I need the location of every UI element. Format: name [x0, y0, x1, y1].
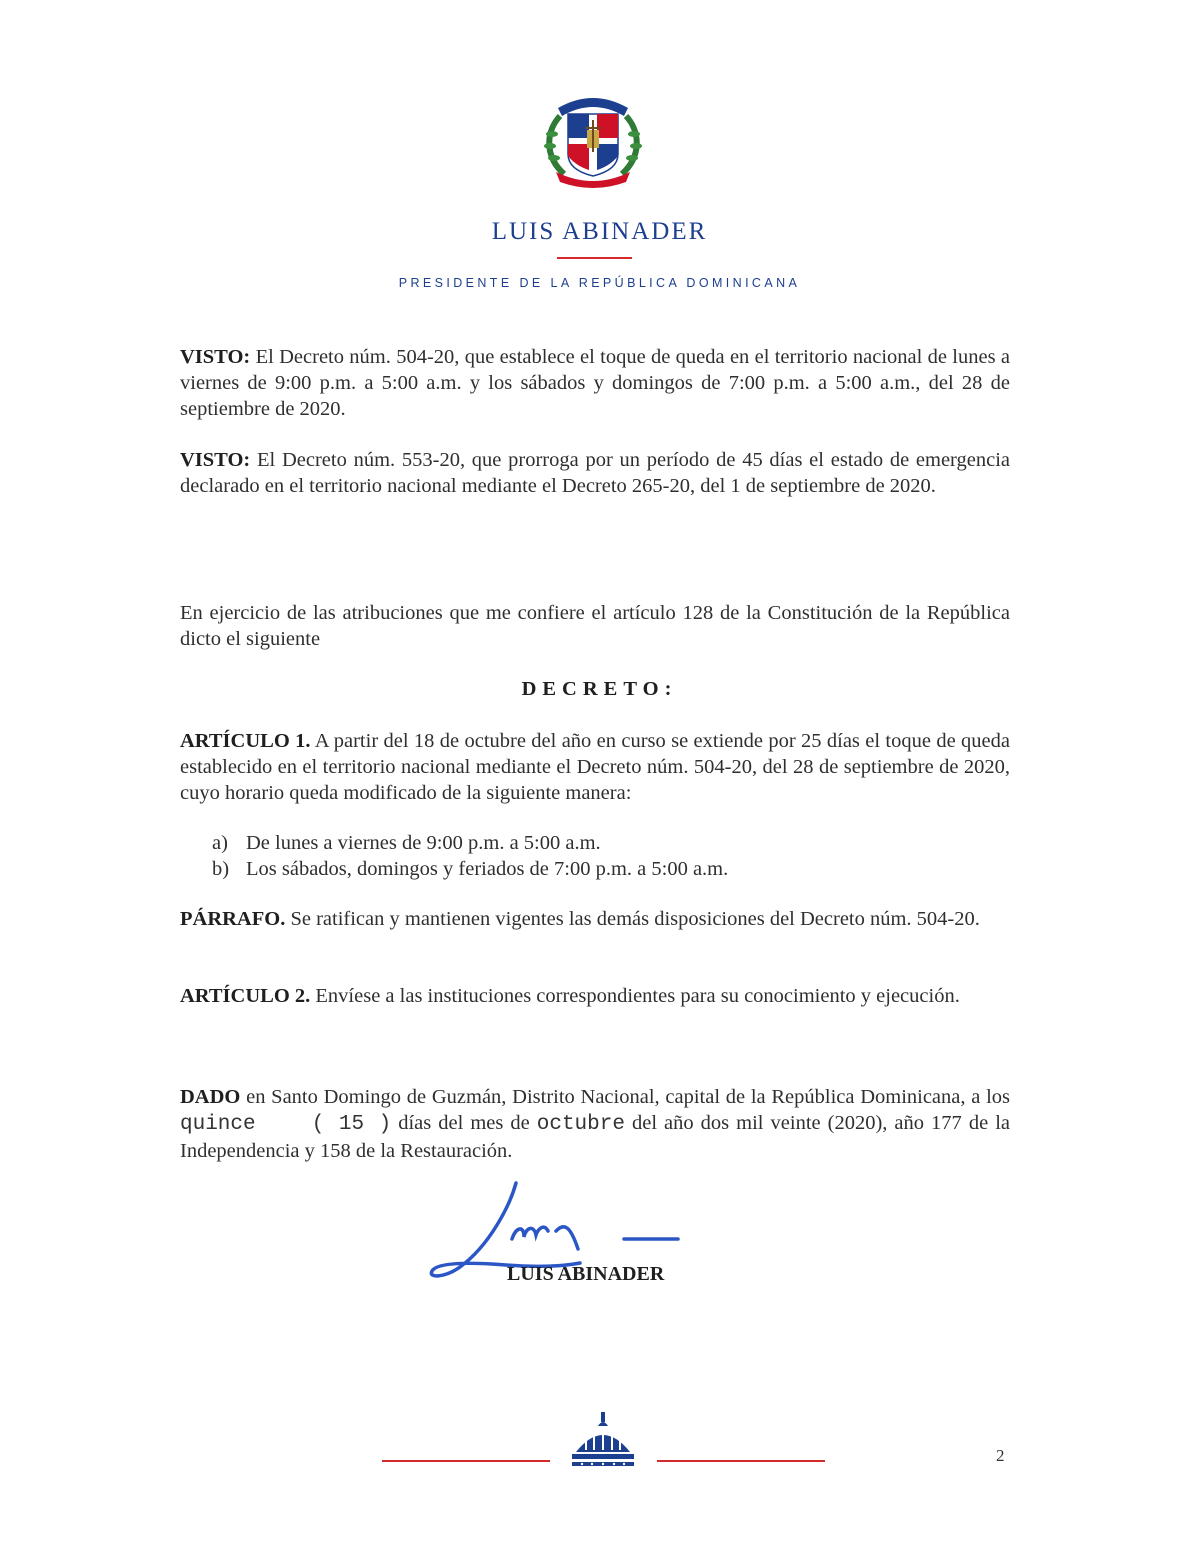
article-1: [180, 728, 1010, 806]
coat-of-arms-icon: [538, 86, 648, 190]
visto-paragraph-2: [180, 447, 1010, 499]
article-2-label: ARTÍCULO 2.: [180, 985, 311, 1007]
dado-label: DADO: [180, 1086, 241, 1108]
paragraph-clause: [180, 906, 1010, 932]
visto-label: VISTO:: [180, 346, 251, 368]
schedule-list: [212, 830, 972, 882]
typed-day-number: ( 15 ): [311, 1113, 392, 1136]
list-item: [212, 830, 972, 856]
president-title: PRESIDENTE DE LA REPÚBLICA DOMINICANA: [398, 276, 801, 290]
article-1-text: A partir del 18 de octubre del año en curso se extiende por 25 días el toque de queda establecido en el territorio nacional mediante el Decreto núm. 504-20, del 28 de septiembre de 2020, cuyo horario queda modificado de la siguiente manera:: [180, 730, 1010, 804]
typed-month: octubre: [536, 1113, 625, 1136]
dado-text: en Santo Domingo de Guzmán, Distrito Nacional, capital de la República Dominicana, a los: [240, 1086, 1010, 1108]
decree-heading: DECRETO:: [521, 678, 678, 700]
list-item: [212, 856, 972, 882]
dado-text: del año dos mil veinte (2020), año 177 de la Independencia y 158 de la Restauración.: [180, 1112, 1010, 1162]
list-item-label: a): [212, 832, 228, 854]
dado-text: días del mes de: [391, 1112, 537, 1134]
article-2: [180, 983, 1010, 1009]
header-divider: [557, 257, 632, 259]
paragraph-text: Se ratifican y mantienen vigentes las demás disposiciones del Decreto núm. 504-20.: [285, 908, 980, 930]
typed-day-word: quince: [180, 1113, 256, 1136]
dado-paragraph: [180, 1084, 1010, 1164]
visto-paragraph-1: [180, 344, 1010, 422]
page-number: 2: [996, 1446, 1005, 1465]
signatory-name: LUIS ABINADER: [507, 1263, 665, 1285]
visto-text: El Decreto núm. 504-20, que establece el toque de queda en el territorio nacional de lunes a viernes de 9:00 p.m. a 5:00 a.m. y los sábados y domingos de 7:00 p.m. a 5:00 a.m., del 28 de septiembre de 2020.: [180, 346, 1010, 420]
list-item-text: Los sábados, domingos y feriados de 7:00 p.m. a 5:00 a.m.: [246, 858, 729, 880]
president-name-header: LUIS ABINADER: [491, 218, 708, 245]
footer-line-right: [657, 1460, 825, 1462]
footer-line-left: [382, 1460, 550, 1462]
paragraph-label: PÁRRAFO.: [180, 908, 286, 930]
list-item-label: b): [212, 858, 230, 880]
intro-paragraph: En ejercicio de las atribuciones que me confiere el artículo 128 de la Constitución de la República dicto el siguiente: [180, 602, 1010, 650]
article-1-label: ARTÍCULO 1.: [180, 730, 311, 752]
visto-label: VISTO:: [180, 449, 251, 471]
visto-text: El Decreto núm. 553-20, que prorroga por un período de 45 días el estado de emergencia declarado en el territorio nacional mediante el Decreto 265-20, del 1 de septiembre de 2020.: [180, 449, 1010, 497]
list-item-text: De lunes a viernes de 9:00 p.m. a 5:00 a.m.: [246, 832, 601, 854]
national-palace-dome-icon: [568, 1412, 638, 1470]
article-2-text: Envíese a las instituciones correspondientes para su conocimiento y ejecución.: [310, 985, 960, 1007]
